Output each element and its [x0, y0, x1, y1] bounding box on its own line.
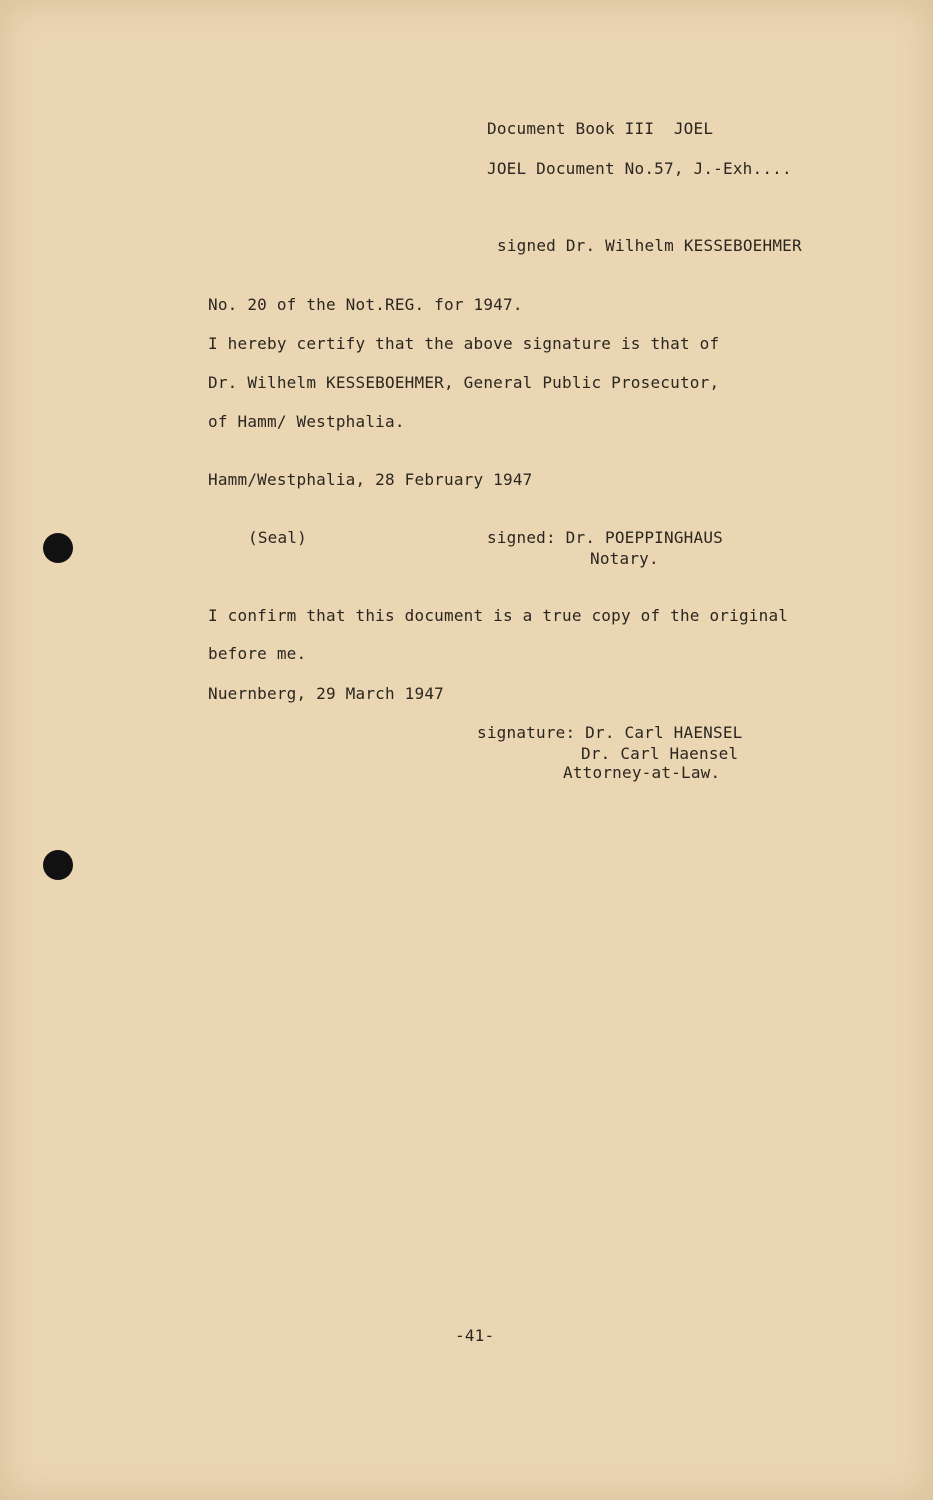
punch-hole-top [43, 533, 73, 563]
notary-signature: signed: Dr. POEPPINGHAUS [487, 528, 723, 547]
punch-hole-bottom [43, 850, 73, 880]
notary-title: Notary. [590, 549, 659, 568]
certification-place-date: Hamm/Westphalia, 28 February 1947 [208, 470, 533, 489]
seal-label: (Seal) [248, 528, 307, 547]
page-number: -41- [455, 1326, 495, 1345]
attorney-signature: signature: Dr. Carl HAENSEL [477, 723, 743, 742]
confirmation-line-2: before me. [208, 644, 307, 663]
signed-by-line: signed Dr. Wilhelm KESSEBOEHMER [497, 236, 802, 255]
attorney-title: Attorney-at-Law. [563, 763, 721, 782]
certification-line-2: Dr. Wilhelm KESSEBOEHMER, General Public Prosecutor, [208, 373, 720, 392]
certification-line-3: of Hamm/ Westphalia. [208, 412, 405, 431]
confirmation-place-date: Nuernberg, 29 March 1947 [208, 684, 444, 703]
document-book-line: Document Book III JOEL [487, 119, 714, 138]
certification-line-1: I hereby certify that the above signature is that of [208, 334, 720, 353]
registry-number: No. 20 of the Not.REG. for 1947. [208, 295, 523, 314]
attorney-name: Dr. Carl Haensel [581, 744, 739, 763]
document-number-line: JOEL Document No.57, J.-Exh.... [487, 159, 792, 178]
confirmation-line-1: I confirm that this document is a true copy of the original [208, 606, 789, 625]
